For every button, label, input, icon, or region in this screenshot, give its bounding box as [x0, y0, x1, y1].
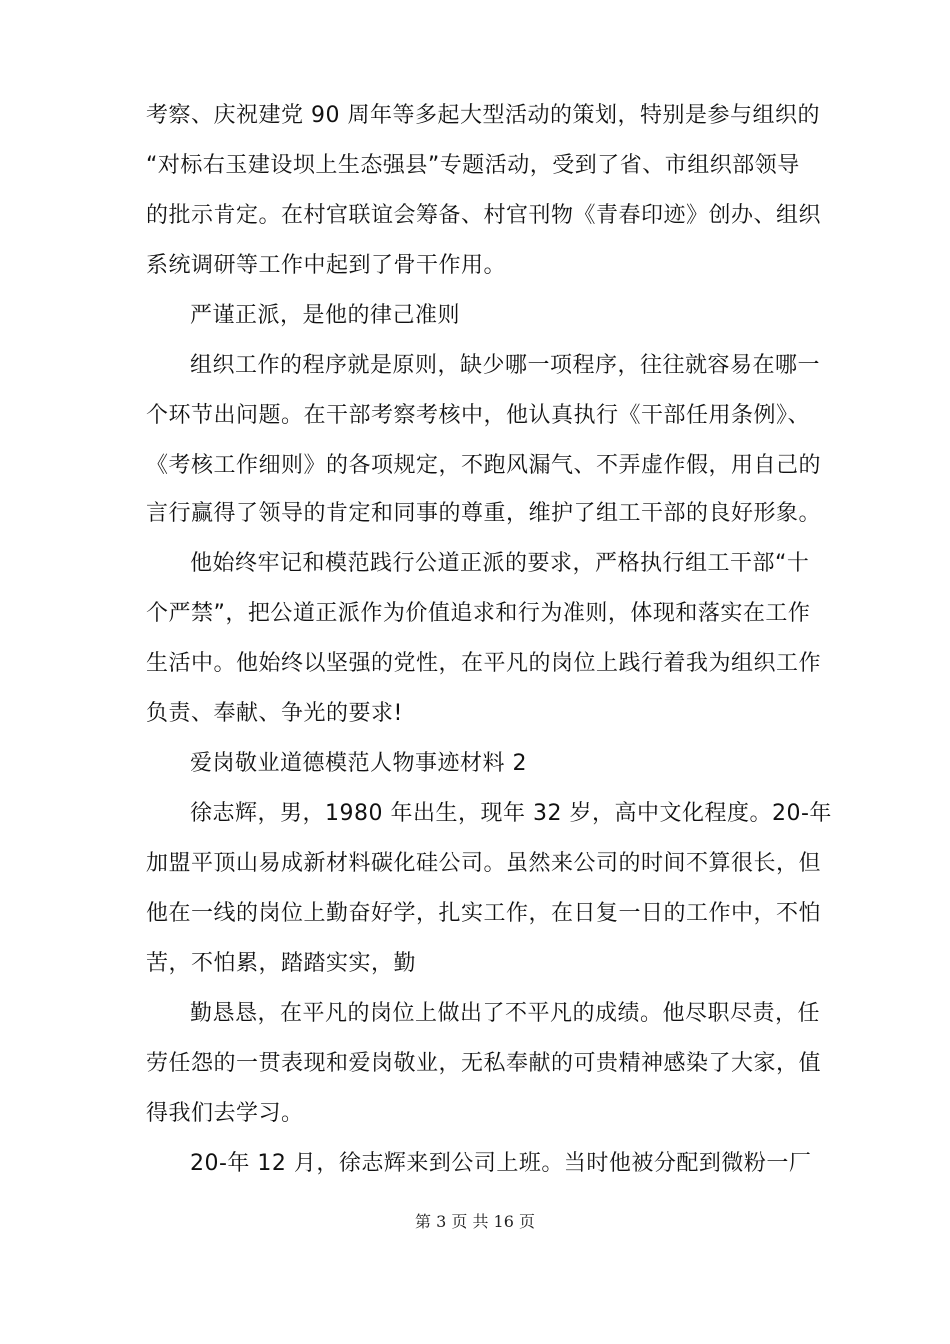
text-line: 徐志辉，男，1980 年出生，现年 32 岁，高中文化程度。20-年 — [190, 801, 832, 826]
text-line: 言行赢得了领导的肯定和同事的尊重，维护了组工干部的良好形象。 — [146, 501, 822, 526]
text-line: 加盟平顶山易成新材料碳化硅公司。虽然来公司的时间不算很长，但 — [146, 851, 822, 876]
text-line: 系统调研等工作中起到了骨干作用。 — [146, 253, 507, 278]
page-number-footer: 第 3 页 共 16 页 — [415, 1212, 535, 1231]
section-heading: 严谨正派，是他的律己准则 — [190, 303, 461, 328]
text-line: 劳任怨的一贯表现和爱岗敬业，无私奉献的可贵精神感染了大家，值 — [146, 1051, 822, 1076]
section-heading: 爱岗敬业道德模范人物事迹材料 2 — [190, 751, 527, 776]
text-line: 负责、奉献、争光的要求! — [146, 701, 403, 726]
text-line: 得我们去学习。 — [146, 1101, 304, 1126]
text-line: 组织工作的程序就是原则，缺少哪一项程序，往往就容易在哪一 — [190, 353, 821, 378]
text-line: 他始终牢记和模范践行公道正派的要求，严格执行组工干部“十 — [190, 551, 810, 576]
text-line: 考察、庆祝建党 90 周年等多起大型活动的策划，特别是参与组织的 — [146, 103, 820, 128]
text-line: 勤恳恳，在平凡的岗位上做出了不平凡的成绩。他尽职尽责，任 — [190, 1001, 821, 1026]
text-line: 他在一线的岗位上勤奋好学，扎实工作，在日复一日的工作中，不怕 — [146, 901, 822, 926]
text-line: 生活中。他始终以坚强的党性，在平凡的岗位上践行着我为组织工作 — [146, 651, 822, 676]
text-line: 20-年 12 月，徐志辉来到公司上班。当时他被分配到微粉一厂 — [190, 1151, 812, 1176]
text-line: “对标右玉建设坝上生态强县”专题活动，受到了省、市组织部领导 — [146, 153, 800, 178]
text-line: 的批示肯定。在村官联谊会筹备、村官刊物《青春印迹》创办、组织 — [146, 203, 822, 228]
text-line: 苦，不怕累，踏踏实实，勤 — [146, 951, 417, 976]
text-line: 个环节出问题。在干部考察考核中，他认真执行《干部任用条例》、 — [146, 403, 811, 428]
text-line: 个严禁”，把公道正派作为价值追求和行为准则，体现和落实在工作 — [146, 601, 811, 626]
text-line: 《考核工作细则》的各项规定，不跑风漏气、不弄虚作假，用自己的 — [146, 453, 822, 478]
